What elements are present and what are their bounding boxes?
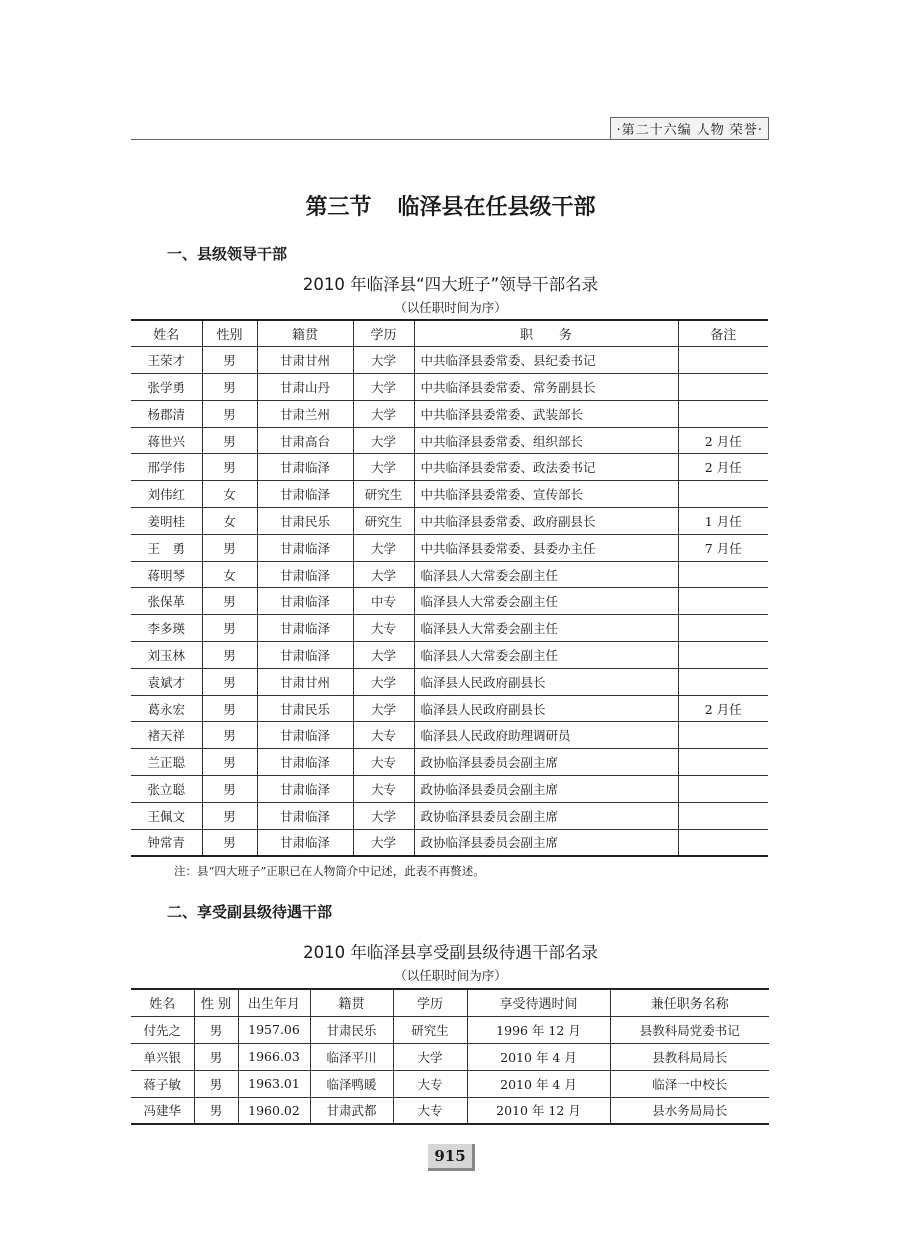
table-cell: 邢学伟 xyxy=(131,454,202,481)
table-cell: 中共临泽县委常委、武装部长 xyxy=(414,400,678,427)
table-cell: 男 xyxy=(202,615,257,642)
table-row xyxy=(131,642,768,669)
table-cell: 男 xyxy=(202,722,257,749)
table-cell: 蒋子敏 xyxy=(131,1070,194,1097)
table-cell xyxy=(678,749,768,776)
table-cell: 男 xyxy=(202,588,257,615)
table-row xyxy=(131,454,768,481)
header-rule xyxy=(131,139,769,140)
column-header: 学历 xyxy=(353,320,414,347)
table-cell: 男 xyxy=(202,642,257,669)
table-cell xyxy=(678,722,768,749)
table-cell: 王 勇 xyxy=(131,534,202,561)
table-row xyxy=(131,508,768,535)
table-cell: 大学 xyxy=(353,802,414,829)
table-cell: 大学 xyxy=(353,668,414,695)
part1-table-subtitle: （以任职时间为序） xyxy=(394,300,507,315)
table-cell: 褚天祥 xyxy=(131,722,202,749)
table-cell: 男 xyxy=(202,695,257,722)
table-cell: 1957.06 xyxy=(238,1016,310,1043)
table-cell: 2010 年 4 月 xyxy=(467,1070,610,1097)
table-row xyxy=(131,776,768,803)
table-cell: 中专 xyxy=(353,588,414,615)
table-cell: 大学 xyxy=(353,427,414,454)
table-cell: 大专 xyxy=(353,776,414,803)
table-row xyxy=(131,588,768,615)
table-cell: 政协临泽县委员会副主席 xyxy=(414,829,678,856)
column-header: 姓名 xyxy=(131,989,194,1016)
table-cell: 女 xyxy=(202,481,257,508)
table-row xyxy=(131,347,768,374)
table-cell: 蒋明琴 xyxy=(131,561,202,588)
table-cell: 甘肃临泽 xyxy=(257,588,353,615)
table-cell: 甘肃临泽 xyxy=(257,534,353,561)
table-cell: 甘肃高台 xyxy=(257,427,353,454)
table-cell: 大学 xyxy=(353,454,414,481)
table-row xyxy=(131,615,768,642)
table-header-row xyxy=(131,320,768,347)
table-cell: 男 xyxy=(202,427,257,454)
table-cell: 冯建华 xyxy=(131,1097,194,1124)
table-row xyxy=(131,749,768,776)
table-cell: 临泽县人民政府副县长 xyxy=(414,695,678,722)
table-cell: 政协临泽县委员会副主席 xyxy=(414,802,678,829)
table-cell: 2 月任 xyxy=(678,695,768,722)
table-header-row xyxy=(131,989,769,1016)
table-cell: 兰正聪 xyxy=(131,749,202,776)
table-cell: 甘肃民乐 xyxy=(310,1016,393,1043)
table-row xyxy=(131,1070,769,1097)
table-cell: 甘肃民乐 xyxy=(257,695,353,722)
table-cell: 张保革 xyxy=(131,588,202,615)
table-cell: 大专 xyxy=(353,615,414,642)
table-cell: 1960.02 xyxy=(238,1097,310,1124)
table-cell: 王佩文 xyxy=(131,802,202,829)
table-cell: 大学 xyxy=(393,1043,467,1070)
table-cell xyxy=(678,347,768,374)
column-header: 备注 xyxy=(678,320,768,347)
table-cell: 研究生 xyxy=(353,508,414,535)
table-cell: 甘肃临泽 xyxy=(257,776,353,803)
table-cell: 临泽一中校长 xyxy=(610,1070,769,1097)
table-cell: 男 xyxy=(202,668,257,695)
table-cell xyxy=(678,561,768,588)
table-cell: 男 xyxy=(202,776,257,803)
table-cell: 杨郡清 xyxy=(131,400,202,427)
table-cell: 2010 年 12 月 xyxy=(467,1097,610,1124)
column-header: 籍贯 xyxy=(257,320,353,347)
table-cell xyxy=(678,802,768,829)
table-cell xyxy=(678,776,768,803)
table-cell: 大学 xyxy=(353,534,414,561)
table-cell: 中共临泽县委常委、县委办主任 xyxy=(414,534,678,561)
table-cell: 甘肃武都 xyxy=(310,1097,393,1124)
table-note: 注：县“四大班子”正职已在人物简介中记述，此表不再赘述。 xyxy=(174,864,485,878)
column-header: 籍贯 xyxy=(310,989,393,1016)
table-cell: 付先之 xyxy=(131,1016,194,1043)
table-cell: 女 xyxy=(202,561,257,588)
table-cell: 临泽县人大常委会副主任 xyxy=(414,615,678,642)
table-row xyxy=(131,374,768,401)
page-number: 915 xyxy=(428,1144,475,1171)
table-row xyxy=(131,695,768,722)
table-cell: 男 xyxy=(202,749,257,776)
table-cell: 大专 xyxy=(353,749,414,776)
table-cell: 张立聪 xyxy=(131,776,202,803)
column-header: 姓名 xyxy=(131,320,202,347)
table-cell: 大学 xyxy=(353,400,414,427)
leaders-table xyxy=(131,319,768,857)
table-cell: 临泽鸭暖 xyxy=(310,1070,393,1097)
table-cell xyxy=(678,829,768,856)
table-cell: 中共临泽县委常委、县纪委书记 xyxy=(414,347,678,374)
table-cell: 甘肃兰州 xyxy=(257,400,353,427)
table-cell: 男 xyxy=(194,1043,238,1070)
table-row xyxy=(131,722,768,749)
table-cell: 大学 xyxy=(353,829,414,856)
table-cell xyxy=(678,615,768,642)
table-cell: 袁斌才 xyxy=(131,668,202,695)
table-cell: 甘肃临泽 xyxy=(257,722,353,749)
table-cell: 男 xyxy=(194,1070,238,1097)
table-cell: 大专 xyxy=(393,1070,467,1097)
table-cell: 大学 xyxy=(353,347,414,374)
table-cell: 中共临泽县委常委、常务副县长 xyxy=(414,374,678,401)
table-row xyxy=(131,481,768,508)
table-cell: 甘肃临泽 xyxy=(257,481,353,508)
table-cell: 男 xyxy=(202,829,257,856)
table-cell: 蒋世兴 xyxy=(131,427,202,454)
table-cell: 1966.03 xyxy=(238,1043,310,1070)
table-cell: 葛永宏 xyxy=(131,695,202,722)
table-cell: 男 xyxy=(194,1097,238,1124)
table-row xyxy=(131,1097,769,1124)
table-cell: 临泽县人民政府副县长 xyxy=(414,668,678,695)
table-cell: 甘肃临泽 xyxy=(257,615,353,642)
table-cell: 临泽县人大常委会副主任 xyxy=(414,588,678,615)
column-header: 学历 xyxy=(393,989,467,1016)
table-cell: 研究生 xyxy=(393,1016,467,1043)
deputy-level-table xyxy=(131,988,769,1125)
table-cell: 李多瑛 xyxy=(131,615,202,642)
table-cell: 临泽县人大常委会副主任 xyxy=(414,561,678,588)
table-row xyxy=(131,1043,769,1070)
table-cell: 张学勇 xyxy=(131,374,202,401)
table-cell: 甘肃山丹 xyxy=(257,374,353,401)
table-row xyxy=(131,561,768,588)
table-cell: 男 xyxy=(202,400,257,427)
table-cell: 男 xyxy=(194,1016,238,1043)
table-cell: 男 xyxy=(202,347,257,374)
table-cell: 甘肃甘州 xyxy=(257,668,353,695)
table-cell: 1996 年 12 月 xyxy=(467,1016,610,1043)
part1-table-title: 2010 年临泽县“四大班子”领导干部名录 xyxy=(302,275,599,294)
part2-table-subtitle: （以任职时间为序） xyxy=(394,968,507,983)
table-cell: 男 xyxy=(202,534,257,561)
table-cell: 甘肃临泽 xyxy=(257,829,353,856)
table-cell: 中共临泽县委常委、政法委书记 xyxy=(414,454,678,481)
table-row xyxy=(131,400,768,427)
table-cell: 男 xyxy=(202,454,257,481)
part2-table-title: 2010 年临泽县享受副县级待遇干部名录 xyxy=(303,943,598,962)
table-cell: 中共临泽县委常委、组织部长 xyxy=(414,427,678,454)
table-row xyxy=(131,534,768,561)
table-row xyxy=(131,427,768,454)
table-cell: 政协临泽县委员会副主席 xyxy=(414,776,678,803)
table-cell: 2 月任 xyxy=(678,454,768,481)
column-header: 性别 xyxy=(202,320,257,347)
column-header: 职 务 xyxy=(414,320,678,347)
table-cell: 单兴银 xyxy=(131,1043,194,1070)
column-header: 兼任职务名称 xyxy=(610,989,769,1016)
section-number: 第三节 xyxy=(305,195,372,220)
table-cell: 中共临泽县委常委、宣传部长 xyxy=(414,481,678,508)
table-cell: 大专 xyxy=(393,1097,467,1124)
table-cell: 1963.01 xyxy=(238,1070,310,1097)
part2-heading: 二、享受副县级待遇干部 xyxy=(167,903,333,921)
table-row xyxy=(131,668,768,695)
column-header: 出生年月 xyxy=(238,989,310,1016)
table-cell: 甘肃临泽 xyxy=(257,642,353,669)
table-cell: 县教科局党委书记 xyxy=(610,1016,769,1043)
table-cell: 钟常青 xyxy=(131,829,202,856)
table-cell: 刘伟红 xyxy=(131,481,202,508)
table-cell: 临泽县人大常委会副主任 xyxy=(414,642,678,669)
running-head: ·第二十六编 人物 荣誉· xyxy=(610,117,769,140)
table-cell: 甘肃民乐 xyxy=(257,508,353,535)
part1-heading: 一、县级领导干部 xyxy=(167,245,288,263)
table-cell: 刘玉林 xyxy=(131,642,202,669)
table-cell: 临泽县人民政府助理调研员 xyxy=(414,722,678,749)
table-cell: 中共临泽县委常委、政府副县长 xyxy=(414,508,678,535)
table-cell: 男 xyxy=(202,802,257,829)
table-cell: 大学 xyxy=(353,695,414,722)
table-cell: 大专 xyxy=(353,722,414,749)
table-cell xyxy=(678,374,768,401)
table-cell: 县教科局局长 xyxy=(610,1043,769,1070)
table-cell: 甘肃临泽 xyxy=(257,749,353,776)
table-cell: 临泽平川 xyxy=(310,1043,393,1070)
table-cell: 县水务局局长 xyxy=(610,1097,769,1124)
table-cell: 2010 年 4 月 xyxy=(467,1043,610,1070)
table-cell xyxy=(678,642,768,669)
table-cell xyxy=(678,668,768,695)
table-cell xyxy=(678,481,768,508)
table-cell: 大学 xyxy=(353,642,414,669)
table-cell: 王荣才 xyxy=(131,347,202,374)
table-cell: 2 月任 xyxy=(678,427,768,454)
table-cell: 姜明桂 xyxy=(131,508,202,535)
table-cell: 甘肃临泽 xyxy=(257,802,353,829)
table-row xyxy=(131,829,768,856)
table-cell: 研究生 xyxy=(353,481,414,508)
column-header: 享受待遇时间 xyxy=(467,989,610,1016)
table-cell: 男 xyxy=(202,374,257,401)
section-title-text: 临泽县在任县级干部 xyxy=(397,195,596,220)
table-cell: 女 xyxy=(202,508,257,535)
table-cell xyxy=(678,588,768,615)
table-cell xyxy=(678,400,768,427)
table-cell: 甘肃甘州 xyxy=(257,347,353,374)
section-title xyxy=(0,190,901,221)
table-row xyxy=(131,802,768,829)
table-cell: 大学 xyxy=(353,561,414,588)
table-row xyxy=(131,1016,769,1043)
table-cell: 7 月任 xyxy=(678,534,768,561)
table-cell: 甘肃临泽 xyxy=(257,561,353,588)
column-header: 性 别 xyxy=(194,989,238,1016)
table-cell: 政协临泽县委员会副主席 xyxy=(414,749,678,776)
table-cell: 1 月任 xyxy=(678,508,768,535)
table-cell: 甘肃临泽 xyxy=(257,454,353,481)
table-cell: 大学 xyxy=(353,374,414,401)
